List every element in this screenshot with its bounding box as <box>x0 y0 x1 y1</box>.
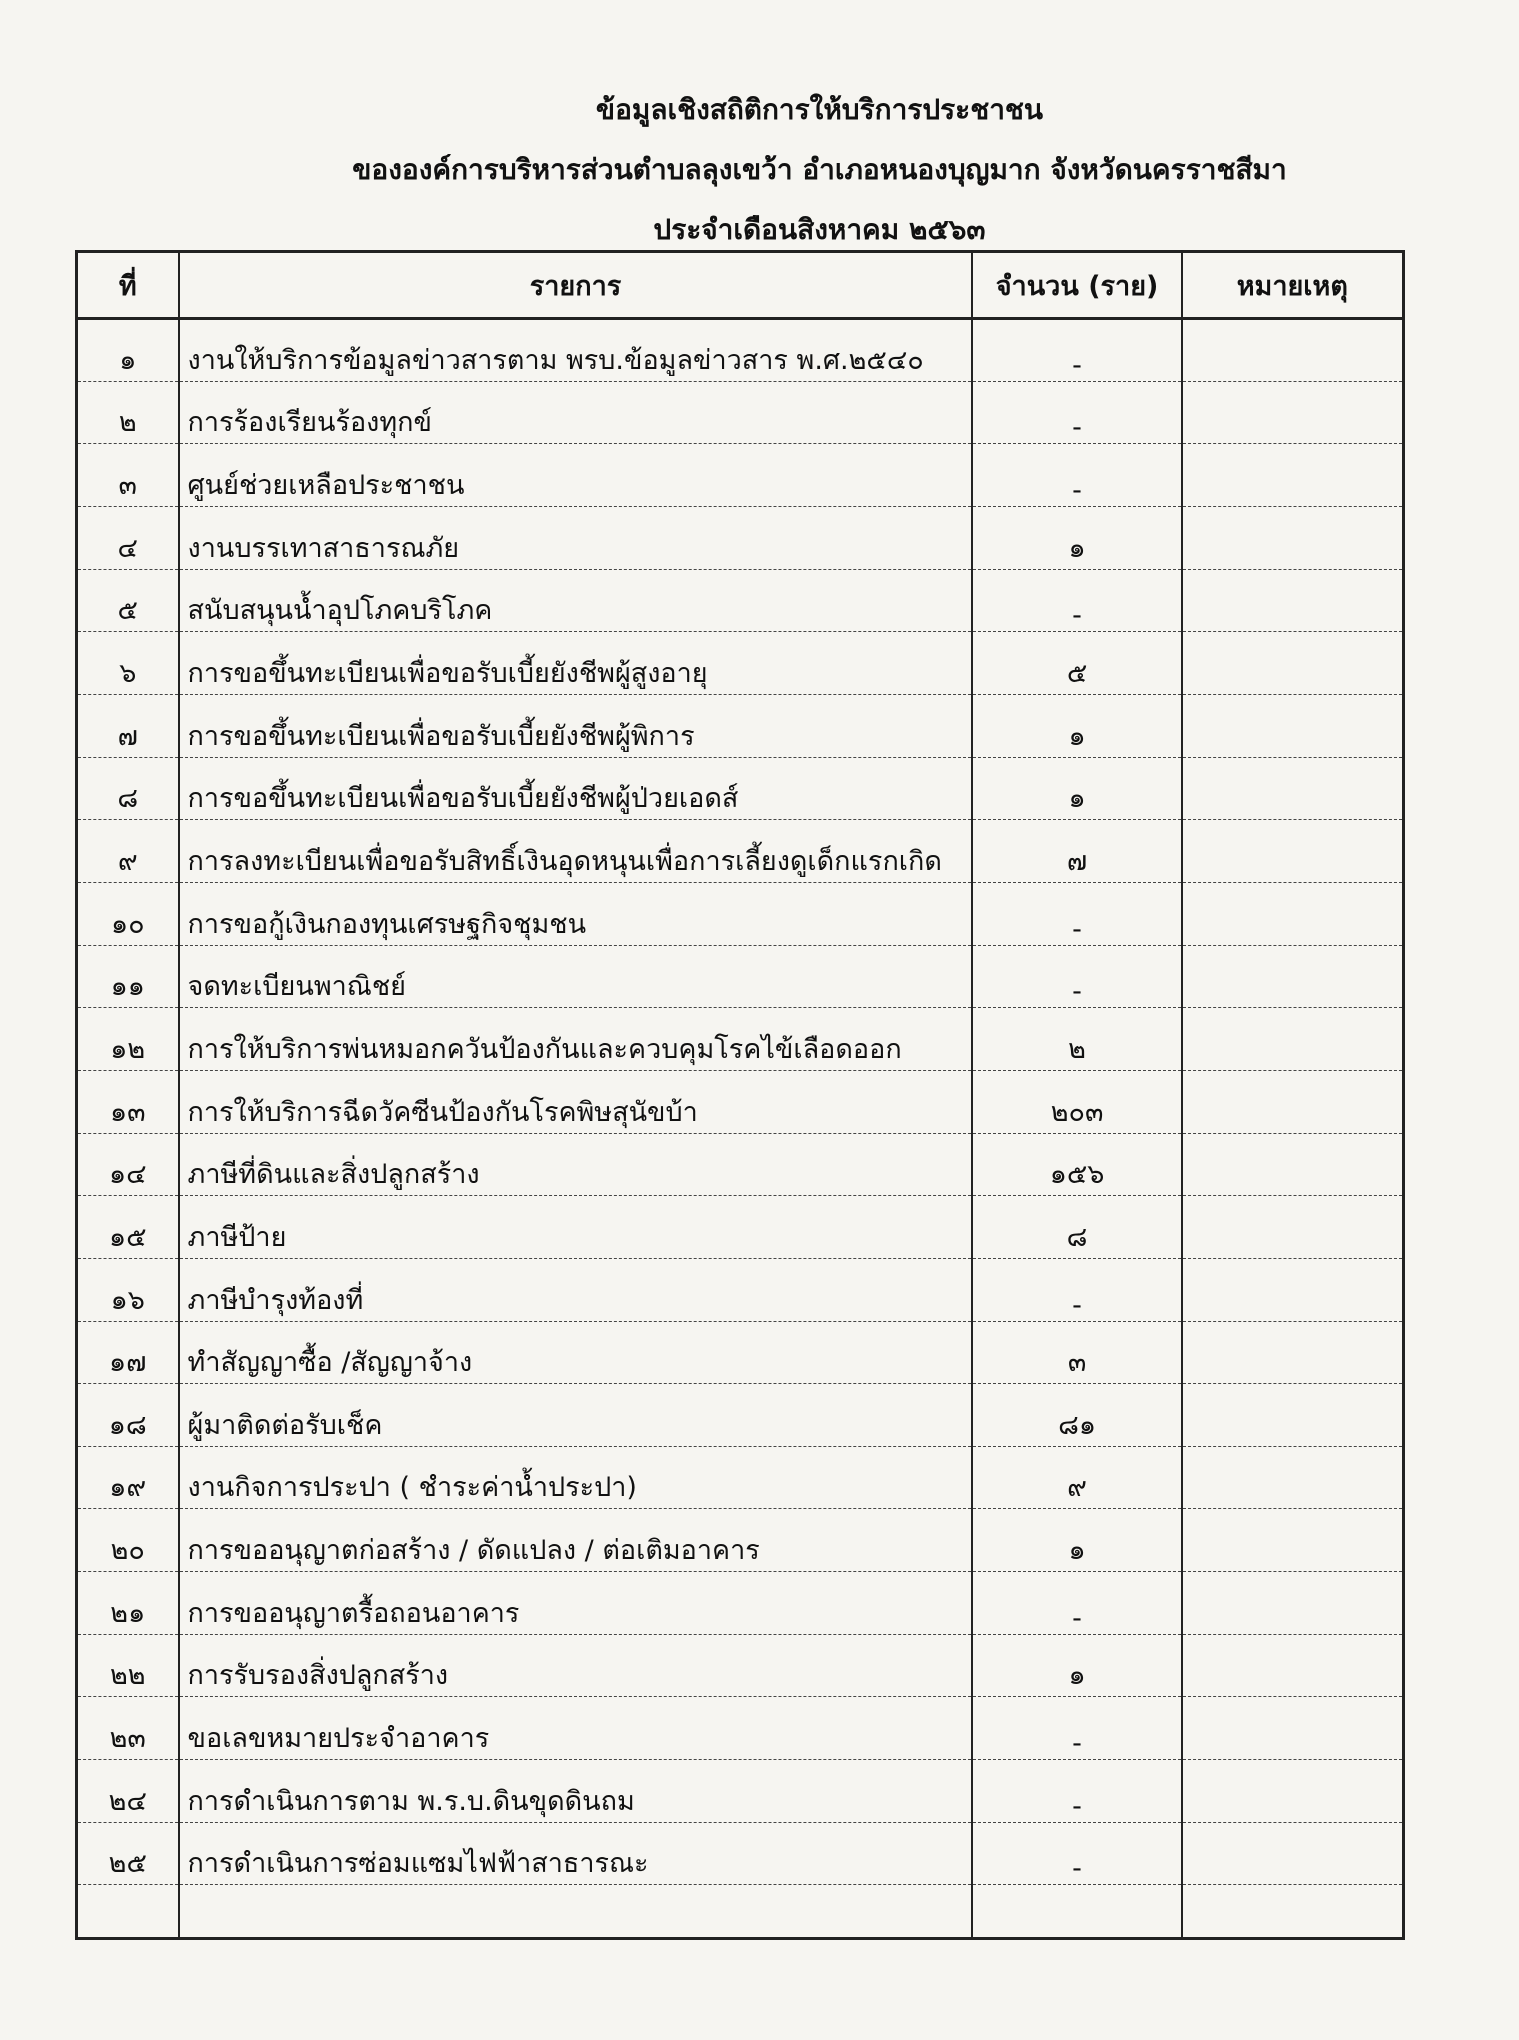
row-item: งานให้บริการข้อมูลข่าวสารตาม พรบ.ข้อมูลข่าวสาร พ.ศ.๒๕๔๐ <box>179 319 973 382</box>
row-count: ๘๑ <box>972 1384 1181 1447</box>
table-row <box>77 1196 1404 1259</box>
table-row <box>77 1572 1404 1635</box>
row-note <box>1182 1196 1404 1259</box>
row-number: ๑ <box>77 319 179 382</box>
table-row <box>77 632 1404 695</box>
table-row <box>77 820 1404 883</box>
table-row <box>77 1822 1404 1885</box>
row-note <box>1182 1321 1404 1384</box>
row-number: ๓ <box>77 444 179 507</box>
row-item: การลงทะเบียนเพื่อขอรับสิทธิ์เงินอุดหนุนเพื่อการเลี้ยงดูเด็กแรกเกิด <box>179 820 973 883</box>
row-count: ๙ <box>972 1446 1181 1509</box>
row-item: การให้บริการฉีดวัคซีนป้องกันโรคพิษสุนัขบ้า <box>179 1070 973 1133</box>
table-row <box>77 506 1404 569</box>
row-note <box>1182 757 1404 820</box>
table-row <box>77 444 1404 507</box>
row-item: การขออนุญาตก่อสร้าง / ดัดแปลง / ต่อเติมอาคาร <box>179 1509 973 1572</box>
row-number: ๒๓ <box>77 1697 179 1760</box>
row-item: ภาษีที่ดินและสิ่งปลูกสร้าง <box>179 1133 973 1196</box>
row-note <box>1182 1008 1404 1071</box>
table-row <box>77 1384 1404 1447</box>
table-header-row <box>77 252 1404 319</box>
row-note <box>1182 1572 1404 1635</box>
empty-cell <box>77 1885 179 1939</box>
table-body <box>77 319 1404 1939</box>
row-number: ๒๑ <box>77 1572 179 1635</box>
row-count: - <box>972 1258 1181 1321</box>
row-number: ๒๕ <box>77 1822 179 1885</box>
table-row <box>77 319 1404 382</box>
row-number: ๑๓ <box>77 1070 179 1133</box>
row-number: ๒ <box>77 381 179 444</box>
row-item: การขออนุญาตรื้อถอนอาคาร <box>179 1572 973 1635</box>
row-item: ศูนย์ช่วยเหลือประชาชน <box>179 444 973 507</box>
table-row <box>77 945 1404 1008</box>
row-item: การขอกู้เงินกองทุนเศรษฐกิจชุมชน <box>179 882 973 945</box>
row-count: ๘ <box>972 1196 1181 1259</box>
row-count: ๑๕๖ <box>972 1133 1181 1196</box>
row-item: ผู้มาติดต่อรับเช็ค <box>179 1384 973 1447</box>
row-note <box>1182 945 1404 1008</box>
row-count: ๒ <box>972 1008 1181 1071</box>
header-note: หมายเหตุ <box>1182 252 1404 319</box>
row-note <box>1182 1697 1404 1760</box>
row-number: ๑๙ <box>77 1446 179 1509</box>
row-note <box>1182 1446 1404 1509</box>
row-count: ๑ <box>972 757 1181 820</box>
table-row <box>77 1760 1404 1823</box>
row-item: การขอขึ้นทะเบียนเพื่อขอรับเบี้ยยังชีพผู้ป่วยเอดส์ <box>179 757 973 820</box>
empty-cell <box>1182 1885 1404 1939</box>
row-number: ๖ <box>77 632 179 695</box>
row-note <box>1182 569 1404 632</box>
row-item: การให้บริการพ่นหมอกควันป้องกันและควบคุมโรคไข้เลือดออก <box>179 1008 973 1071</box>
row-count: - <box>972 381 1181 444</box>
table-row <box>77 1509 1404 1572</box>
row-count: ๓ <box>972 1321 1181 1384</box>
row-count: ๑ <box>972 506 1181 569</box>
row-note <box>1182 1634 1404 1697</box>
row-item: การดำเนินการซ่อมแซมไฟฟ้าสาธารณะ <box>179 1822 973 1885</box>
empty-cell <box>972 1885 1181 1939</box>
row-item: การขอขึ้นทะเบียนเพื่อขอรับเบี้ยยังชีพผู้พิการ <box>179 694 973 757</box>
table-row <box>77 381 1404 444</box>
row-count: - <box>972 569 1181 632</box>
title-line-2: ขององค์การบริหารส่วนตำบลลุงเขว้า อำเภอหนองบุญมาก จังหวัดนครราชสีมา <box>352 153 1287 186</box>
row-note <box>1182 632 1404 695</box>
row-item: การขอขึ้นทะเบียนเพื่อขอรับเบี้ยยังชีพผู้สูงอายุ <box>179 632 973 695</box>
row-item: ทำสัญญาซื้อ /สัญญาจ้าง <box>179 1321 973 1384</box>
row-note <box>1182 1384 1404 1447</box>
row-note <box>1182 381 1404 444</box>
row-count: ๑ <box>972 1634 1181 1697</box>
row-count: ๑ <box>972 694 1181 757</box>
row-number: ๑๖ <box>77 1258 179 1321</box>
row-number: ๑๕ <box>77 1196 179 1259</box>
row-number: ๒๔ <box>77 1760 179 1823</box>
table-row-empty <box>77 1885 1404 1939</box>
table-row <box>77 1697 1404 1760</box>
row-note <box>1182 1760 1404 1823</box>
table-row <box>77 1258 1404 1321</box>
row-item: งานกิจการประปา ( ชำระค่าน้ำประปา) <box>179 1446 973 1509</box>
table-row <box>77 882 1404 945</box>
row-note <box>1182 444 1404 507</box>
row-note <box>1182 882 1404 945</box>
row-item: การรับรองสิ่งปลูกสร้าง <box>179 1634 973 1697</box>
row-item: สนับสนุนน้ำอุปโภคบริโภค <box>179 569 973 632</box>
row-number: ๙ <box>77 820 179 883</box>
row-count: - <box>972 945 1181 1008</box>
table-row <box>77 1133 1404 1196</box>
row-number: ๑๗ <box>77 1321 179 1384</box>
row-count: - <box>972 444 1181 507</box>
statistics-table <box>75 250 1405 1940</box>
row-item: จดทะเบียนพาณิชย์ <box>179 945 973 1008</box>
row-count: ๑ <box>972 1509 1181 1572</box>
table-row <box>77 1070 1404 1133</box>
row-item: ภาษีป้าย <box>179 1196 973 1259</box>
table-row <box>77 1634 1404 1697</box>
row-number: ๑๑ <box>77 945 179 1008</box>
row-number: ๒๒ <box>77 1634 179 1697</box>
row-note <box>1182 506 1404 569</box>
row-number: ๑๘ <box>77 1384 179 1447</box>
table-row <box>77 1446 1404 1509</box>
document-header <box>0 80 1519 260</box>
row-count: - <box>972 882 1181 945</box>
row-count: - <box>972 1822 1181 1885</box>
row-note <box>1182 1070 1404 1133</box>
row-count: ๒๐๓ <box>972 1070 1181 1133</box>
row-number: ๒๐ <box>77 1509 179 1572</box>
header-item: รายการ <box>179 252 973 319</box>
row-note <box>1182 820 1404 883</box>
row-count: - <box>972 1760 1181 1823</box>
row-note <box>1182 694 1404 757</box>
row-item: การดำเนินการตาม พ.ร.บ.ดินขุดดินถม <box>179 1760 973 1823</box>
row-number: ๘ <box>77 757 179 820</box>
table-row <box>77 1321 1404 1384</box>
title-line-3: ประจำเดือนสิงหาคม ๒๕๖๓ <box>653 213 986 246</box>
row-number: ๗ <box>77 694 179 757</box>
table-row <box>77 757 1404 820</box>
header-no: ที่ <box>77 252 179 319</box>
row-count: ๗ <box>972 820 1181 883</box>
table-row <box>77 569 1404 632</box>
row-note <box>1182 1133 1404 1196</box>
row-number: ๑๐ <box>77 882 179 945</box>
row-note <box>1182 1822 1404 1885</box>
empty-cell <box>179 1885 973 1939</box>
row-item: งานบรรเทาสาธารณภัย <box>179 506 973 569</box>
header-count: จำนวน (ราย) <box>972 252 1181 319</box>
row-item: ขอเลขหมายประจำอาคาร <box>179 1697 973 1760</box>
table-row <box>77 694 1404 757</box>
title-line-1: ข้อมูลเชิงสถิติการให้บริการประชาชน <box>595 93 1044 126</box>
table-row <box>77 1008 1404 1071</box>
row-count: - <box>972 1572 1181 1635</box>
row-note <box>1182 1258 1404 1321</box>
row-count: - <box>972 1697 1181 1760</box>
row-number: ๕ <box>77 569 179 632</box>
row-count: ๕ <box>972 632 1181 695</box>
row-item: การร้องเรียนร้องทุกข์ <box>179 381 973 444</box>
row-item: ภาษีบำรุงท้องที่ <box>179 1258 973 1321</box>
row-note <box>1182 319 1404 382</box>
row-note <box>1182 1509 1404 1572</box>
row-number: ๔ <box>77 506 179 569</box>
row-count: - <box>972 319 1181 382</box>
row-number: ๑๔ <box>77 1133 179 1196</box>
row-number: ๑๒ <box>77 1008 179 1071</box>
